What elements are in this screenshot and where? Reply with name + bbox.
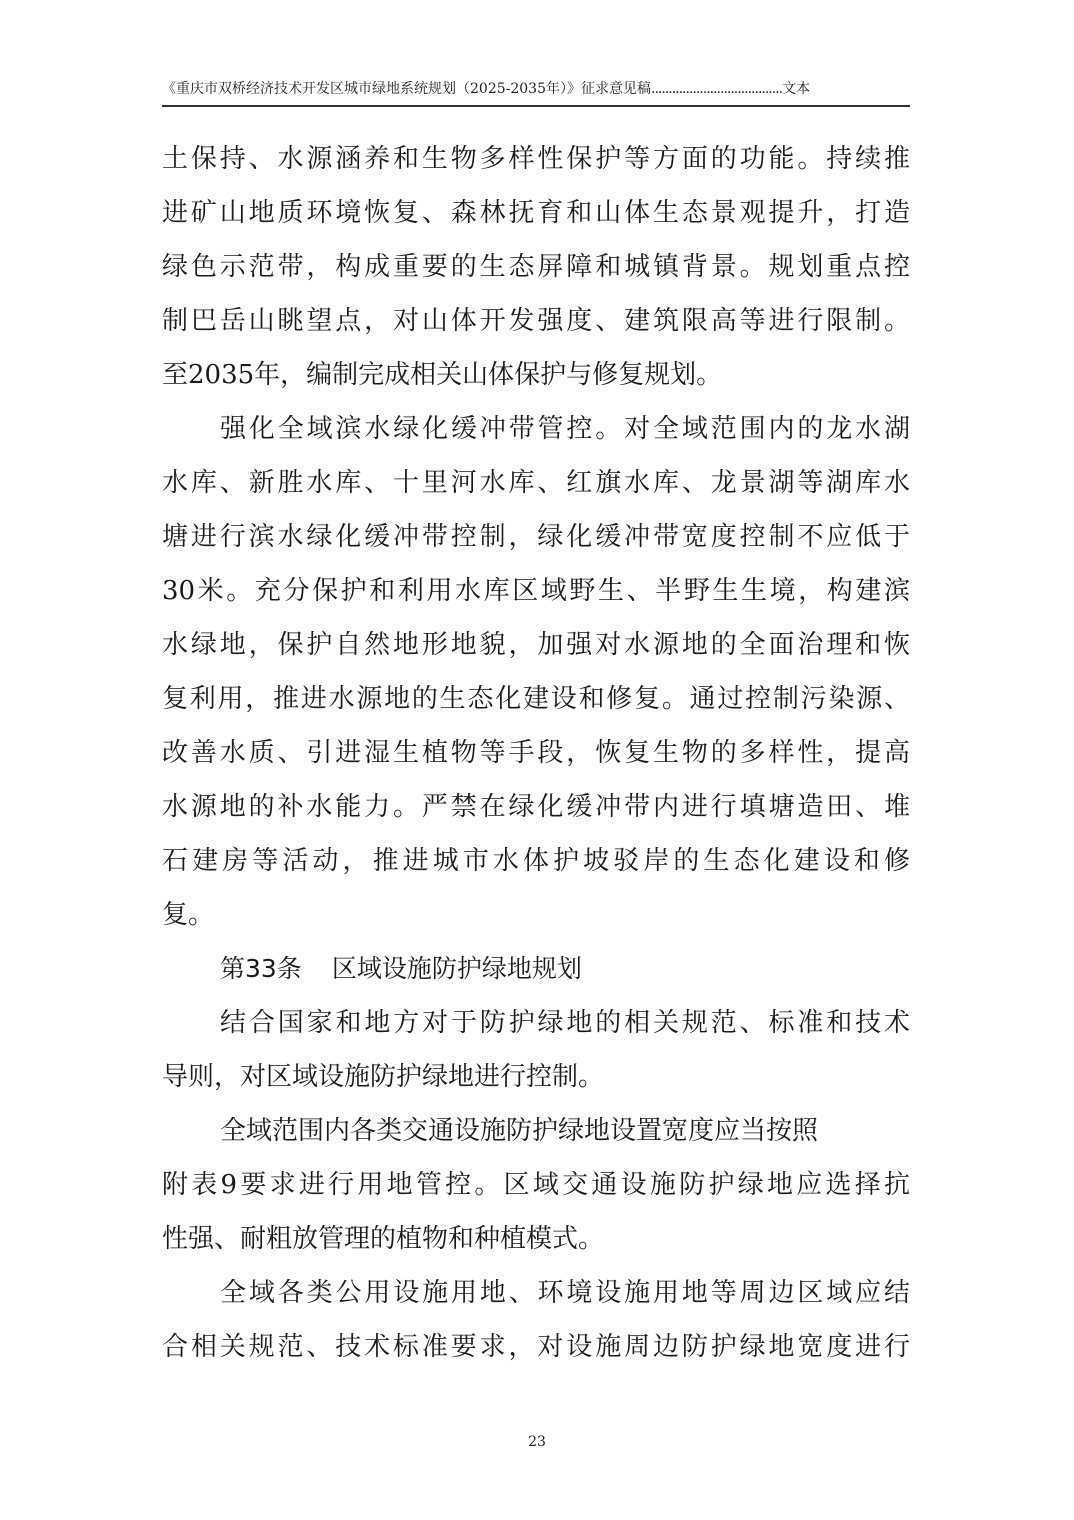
page-number: 23 (528, 1434, 546, 1450)
text-line: 全域范围内各类交通设施防护绿地设置宽度应当按照 (220, 1116, 819, 1146)
article-heading (162, 942, 910, 996)
text-line: 绿色示范带，构成重要的生态屏障和城镇背景。规划重点控 (162, 252, 910, 282)
text-line: 进矿山地质环境恢复、森林抚育和山体生态景观提升，打造 (162, 198, 910, 228)
page-header (162, 76, 910, 102)
text-line: 制巴岳山眺望点，对山体开发强度、建筑限高等进行限制。 (162, 306, 910, 336)
header-document-title: 《重庆市双桥经济技术开发区城市绿地系统规划（2025-2035年）》征求意见稿 (162, 81, 651, 97)
article-title: 区域设施防护绿地规划 (331, 954, 582, 983)
text-line: 改善水质、引进湿生植物等手段，恢复生物的多样性，提高 (162, 738, 910, 768)
header-section-label: 文本 (782, 81, 811, 97)
text-line: 复。 (162, 900, 215, 930)
article-number: 第33条 (220, 954, 302, 983)
text-line: 复利用，推进水源地的生态化建设和修复。通过控制污染源、 (162, 684, 910, 714)
text-line: 石建房等活动，推进城市水体护坡驳岸的生态化建设和修 (162, 846, 910, 876)
text-line: 性强、耐粗放管理的植物和种植模式。 (162, 1224, 605, 1254)
text-line: 合相关规范、技术标准要求，对设施周边防护绿地宽度进行 (162, 1332, 910, 1362)
header-rule (162, 105, 910, 107)
text-line: 水源地的补水能力。严禁在绿化缓冲带内进行填塘造田、堆 (162, 792, 910, 822)
text-line: 水绿地，保护自然地形地貌，加强对水源地的全面治理和恢 (162, 630, 910, 660)
text-line: 水库、新胜水库、十里河水库、红旗水库、龙景湖等湖库水 (162, 468, 910, 498)
text-line: 塘进行滨水绿化缓冲带控制，绿化缓冲带宽度控制不应低于 (162, 522, 910, 552)
text-line: 导则，对区域设施防护绿地进行控制。 (162, 1062, 605, 1092)
text-line: 结合国家和地方对于防护绿地的相关规范、标准和技术 (220, 1008, 910, 1038)
document-body (162, 132, 910, 1374)
header-leader-dots: ...................................... (651, 81, 783, 97)
text-line: 30米。充分保护和利用水库区域野生、半野生生境，构建滨 (162, 576, 910, 606)
text-line: 附表9要求进行用地管控。区域交通设施防护绿地应选择抗 (162, 1170, 910, 1200)
text-line: 土保持、水源涵养和生物多样性保护等方面的功能。持续推 (162, 144, 910, 174)
text-line: 强化全域滨水绿化缓冲带管控。对全域范围内的龙水湖 (220, 414, 910, 444)
text-line: 至2035年，编制完成相关山体保护与修复规划。 (162, 360, 723, 390)
text-line: 全域各类公用设施用地、环境设施用地等周边区域应结 (220, 1278, 910, 1308)
